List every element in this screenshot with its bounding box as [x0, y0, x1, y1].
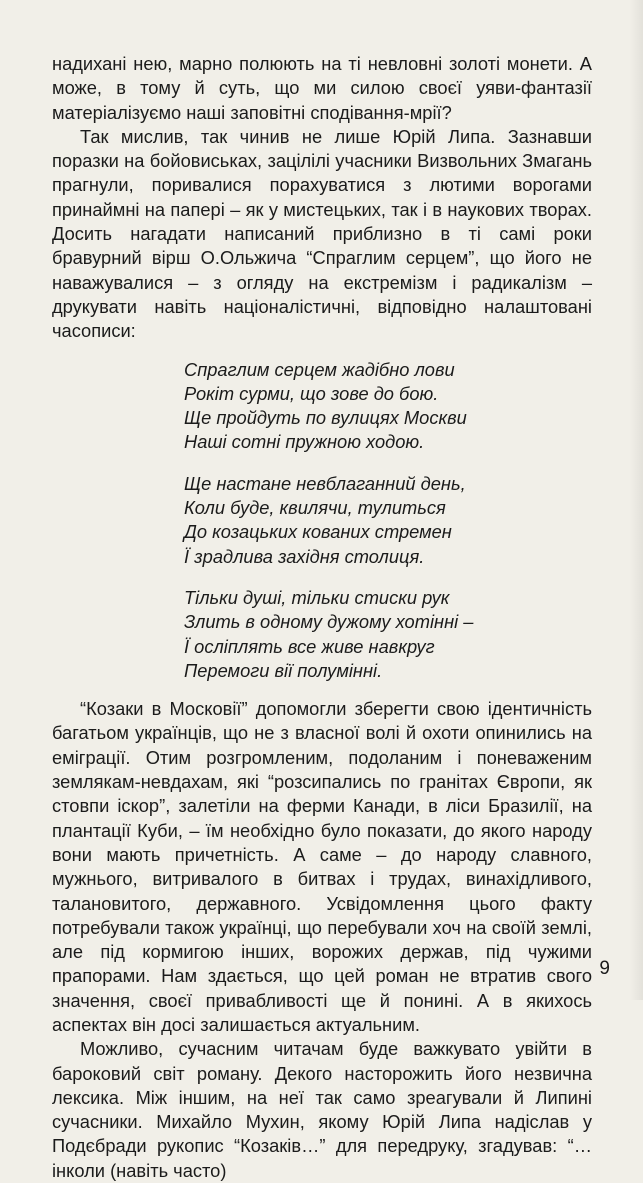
- poem-stanza: [184, 472, 592, 569]
- poem-stanza: [184, 358, 592, 455]
- poem-line: Ще пройдуть по вулицях Москви: [184, 407, 467, 429]
- poem-line: Ї зрадлива західня столиця.: [184, 545, 425, 567]
- poem-stanza: [184, 586, 592, 683]
- poem-line: Ї осліплять все живе навкруг: [184, 635, 435, 657]
- poem-line: Тільки душі, тільки стиски рук: [184, 586, 450, 608]
- paragraph-cossacks: “Козаки в Московії” допомогли зберегти свою ідентичність багатьом українців, що не з власної волі й охоти опинились на еміграції. Отим розгромленим, подоланим і поневаженим землякам-невдахам, які “розсипались по гранітах Європи, як стовпи іскор”, залетіли на ферми Канади, в ліси Бразилії, на плантації Куби, – їм необхідно було показати, до якого народу вони мають причетність. А саме – до народу славного, мужнього, витривалого в битвах і трудах, винахідливого, талановитого, державного. Усвідомлення цього факту потребували також українці, що перебували хоч на своїй землі, але під кормигою інших, ворожих держав, під чужими прапорами. Нам здається, що цей роман не втратив свого значення, своєї привабливості ще й понині. А в якихось аспектах він досі залишається актуальним.: [52, 698, 592, 1035]
- paragraph-readers: Можливо, сучасним читачам буде важкувато увійти в бароковий світ роману. Декого насторожить його незвична лексика. Між іншим, на неї так само зреагували й Липині сучасники. Михайло Мухин, якому Юрій Липа надіслав у Подєбради рукопис “Козаків…” для передруку, згадував: “… інколи (навіть часто): [52, 1038, 592, 1181]
- paragraph-continued: надихані нею, марно полюють на ті невловні золоті монети. А може, в тому й суть, що ми силою своєї уяви-фантазії матеріалізуємо наші заповітні сподівання-мрії?: [52, 53, 592, 123]
- poem-line: Перемоги вії полумінні.: [184, 659, 383, 681]
- poem-line: Коли буде, квилячи, тулиться: [184, 497, 446, 519]
- page-edge-shadow: [629, 0, 643, 1000]
- paragraph-intro-poem: Так мислив, так чинив не лише Юрій Липа. Зазнавши поразки на бойовиськах, зацілілі учасники Визвольних Змагань прагнули, поривалися порахуватися з лютими ворогами принаймні на папері – як у мистецьких, так і в наукових творах. Досить нагадати написаний приблизно в ті самі роки бравурний вірш О.Ольжича “Спраглим серцем”, що його не наважувалися – з огляду на екстремізм і радикалізм – друкувати навіть націоналістичні, відповідно налаштовані часописи:: [52, 125, 592, 342]
- poem-line: Рокіт сурми, що зове до бою.: [184, 382, 439, 404]
- poem-line: Злить в одному дужому хотінні –: [184, 611, 474, 633]
- body-text: [52, 52, 592, 1183]
- page-number: 9: [599, 958, 610, 979]
- poem-line: Ще настане невблаганний день,: [184, 472, 466, 494]
- poem-line: Спраглим серцем жадібно лови: [184, 358, 455, 380]
- poem-line: Наші сотні пружною ходою.: [184, 431, 425, 453]
- poem: [184, 358, 592, 684]
- poem-line: До козацьких кованих стремен: [184, 521, 452, 543]
